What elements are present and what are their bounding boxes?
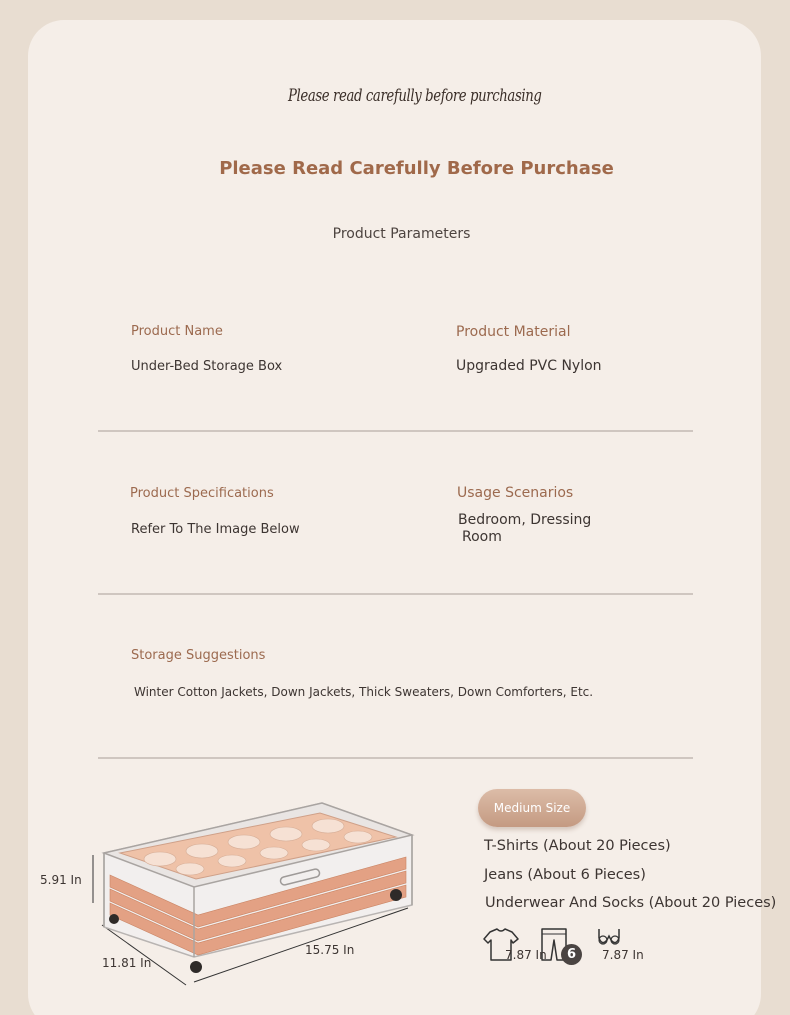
capacity-underwear: Underwear And Socks (About 20 Pieces) (485, 895, 777, 911)
usage-scenarios-label: Usage Scenarios (457, 485, 574, 501)
script-heading: Please read carefully before purchasing (288, 86, 542, 106)
jeans-count: 6 (566, 947, 577, 962)
divider (98, 593, 693, 595)
capacity-jeans: Jeans (About 6 Pieces) (484, 867, 646, 883)
size-badge-label: Medium Size (493, 801, 571, 815)
jeans-count-badge (561, 944, 582, 965)
page-title: Please Read Carefully Before Purchase (219, 158, 614, 179)
jeans-icon-dimension: 7.87 In (505, 948, 547, 962)
divider (98, 430, 693, 432)
width-dimension: 15.75 In (305, 943, 355, 957)
height-dimension: 5.91 In (40, 873, 82, 887)
usage-scenarios-value-line2: Room (462, 529, 502, 545)
storage-suggestions-label: Storage Suggestions (131, 648, 266, 663)
product-name-value: Under-Bed Storage Box (131, 359, 283, 374)
depth-dimension: 11.81 In (102, 956, 152, 970)
storage-suggestions-value: Winter Cotton Jackets, Down Jackets, Thick Sweaters, Down Comforters, Etc. (134, 685, 594, 699)
capacity-tshirts: T-Shirts (About 20 Pieces) (484, 838, 671, 854)
section-subtitle: Product Parameters (332, 226, 471, 242)
divider (98, 757, 693, 759)
underwear-icon-dimension: 7.87 In (602, 948, 644, 962)
size-badge (478, 789, 586, 827)
usage-scenarios-value-line1: Bedroom, Dressing (458, 512, 592, 528)
product-name-label: Product Name (131, 324, 223, 339)
product-specs-value: Refer To The Image Below (131, 522, 300, 537)
product-material-value: Upgraded PVC Nylon (456, 358, 602, 374)
product-specs-label: Product Specifications (130, 486, 274, 501)
product-material-label: Product Material (456, 324, 571, 340)
